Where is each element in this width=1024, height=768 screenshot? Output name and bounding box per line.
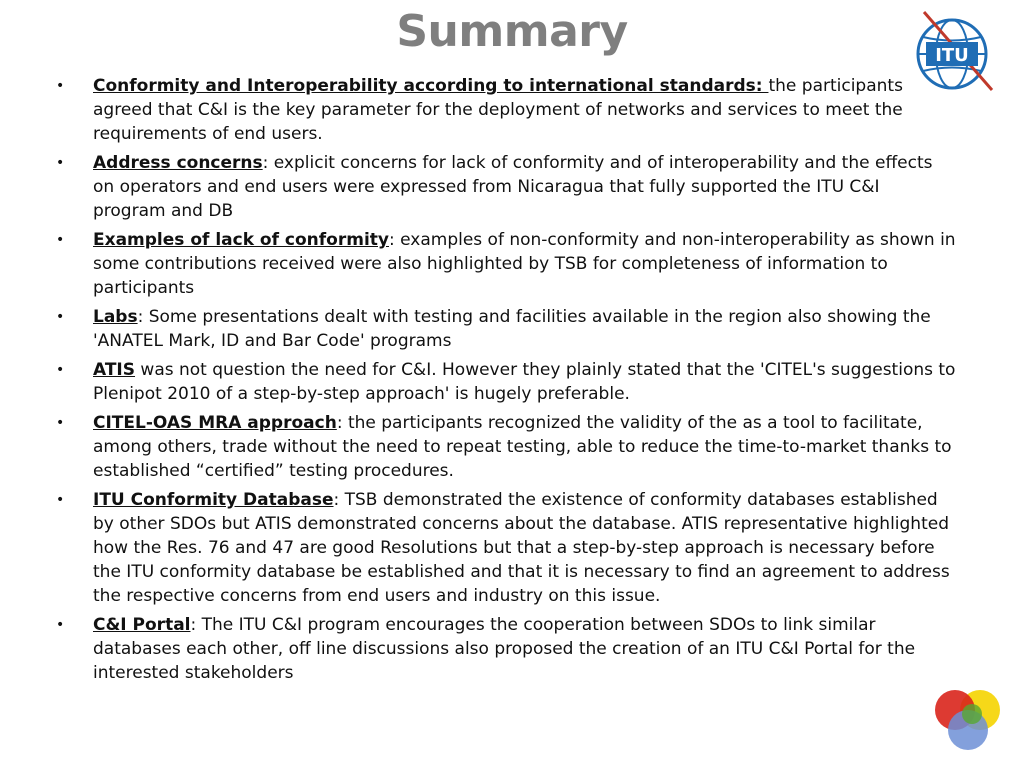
- slide-title: Summary: [396, 6, 628, 57]
- item-text: : the participants recognized the validity of the as a tool to facilitate, among others, trade without the need to repeat testing, able to reduce the time-to-market thanks to established “certified” testing procedures.: [93, 413, 952, 481]
- item-heading: Examples of lack of conformity: [93, 230, 389, 250]
- list-item: [56, 358, 956, 406]
- item-text: : The ITU C&I program encourages the cooperation between SDOs to link similar databases each other, off line discussions also proposed the creation of an ITU C&I Portal for the interested stakeholders: [93, 615, 916, 683]
- item-text: : examples of non-conformity and non-interoperability as shown in some contributions received were also highlighted by TSB for completeness of information to participants: [93, 230, 956, 298]
- item-heading: CITEL-OAS MRA approach: [93, 413, 337, 433]
- logo-text: ITU: [935, 45, 969, 66]
- list-item: [56, 488, 956, 608]
- item-heading: Address concerns: [93, 153, 263, 173]
- list-item: [56, 228, 956, 300]
- bullet-icon: •: [56, 155, 65, 171]
- bullet-icon: •: [56, 309, 65, 325]
- list-item: [56, 305, 956, 353]
- item-heading: Conformity and Interoperability according to international standards:: [93, 76, 769, 96]
- item-heading: Labs: [93, 307, 138, 327]
- bullet-icon: •: [56, 617, 65, 633]
- item-text: : Some presentations dealt with testing and facilities available in the region also showing the 'ANATEL Mark, ID and Bar Code' programs: [93, 307, 931, 351]
- bullet-icon: •: [56, 492, 65, 508]
- item-text: the participants agreed that C&I is the key parameter for the deployment of networks and services to meet the requirements of end users.: [93, 76, 903, 144]
- item-heading: C&I Portal: [93, 615, 191, 635]
- list-item: [56, 411, 956, 483]
- list-item: [56, 74, 956, 146]
- item-text: : TSB demonstrated the existence of conformity databases established by other SDOs but ATIS demonstrated concerns about the database. ATIS representative highlighted how the Res. 76 and 47 are good Resolutions but that a step-by-step approach is necessary before the ITU conformity database be established and that it is necessary to find an agreement to address the respective concerns from end users and industry on this issue.: [93, 490, 950, 606]
- item-text: : explicit concerns for lack of conformity and of interoperability and the effects on operators and end users were expressed from Nicaragua that fully supported the ITU C&I program and DB: [93, 153, 933, 221]
- decorative-circles-icon: [930, 686, 1010, 754]
- bullet-icon: •: [56, 415, 65, 431]
- list-item: [56, 613, 956, 685]
- item-heading: ITU Conformity Database: [93, 490, 334, 510]
- bullet-icon: •: [56, 362, 65, 378]
- bullet-icon: •: [56, 232, 65, 248]
- list-item: [56, 151, 956, 223]
- item-heading: ATIS: [93, 360, 136, 380]
- item-text: was not question the need for C&I. However they plainly stated that the 'CITEL's suggestions to Plenipot 2010 of a step-by-step approach' is hugely preferable.: [93, 360, 956, 404]
- bullet-icon: •: [56, 78, 65, 94]
- summary-list: [56, 74, 956, 690]
